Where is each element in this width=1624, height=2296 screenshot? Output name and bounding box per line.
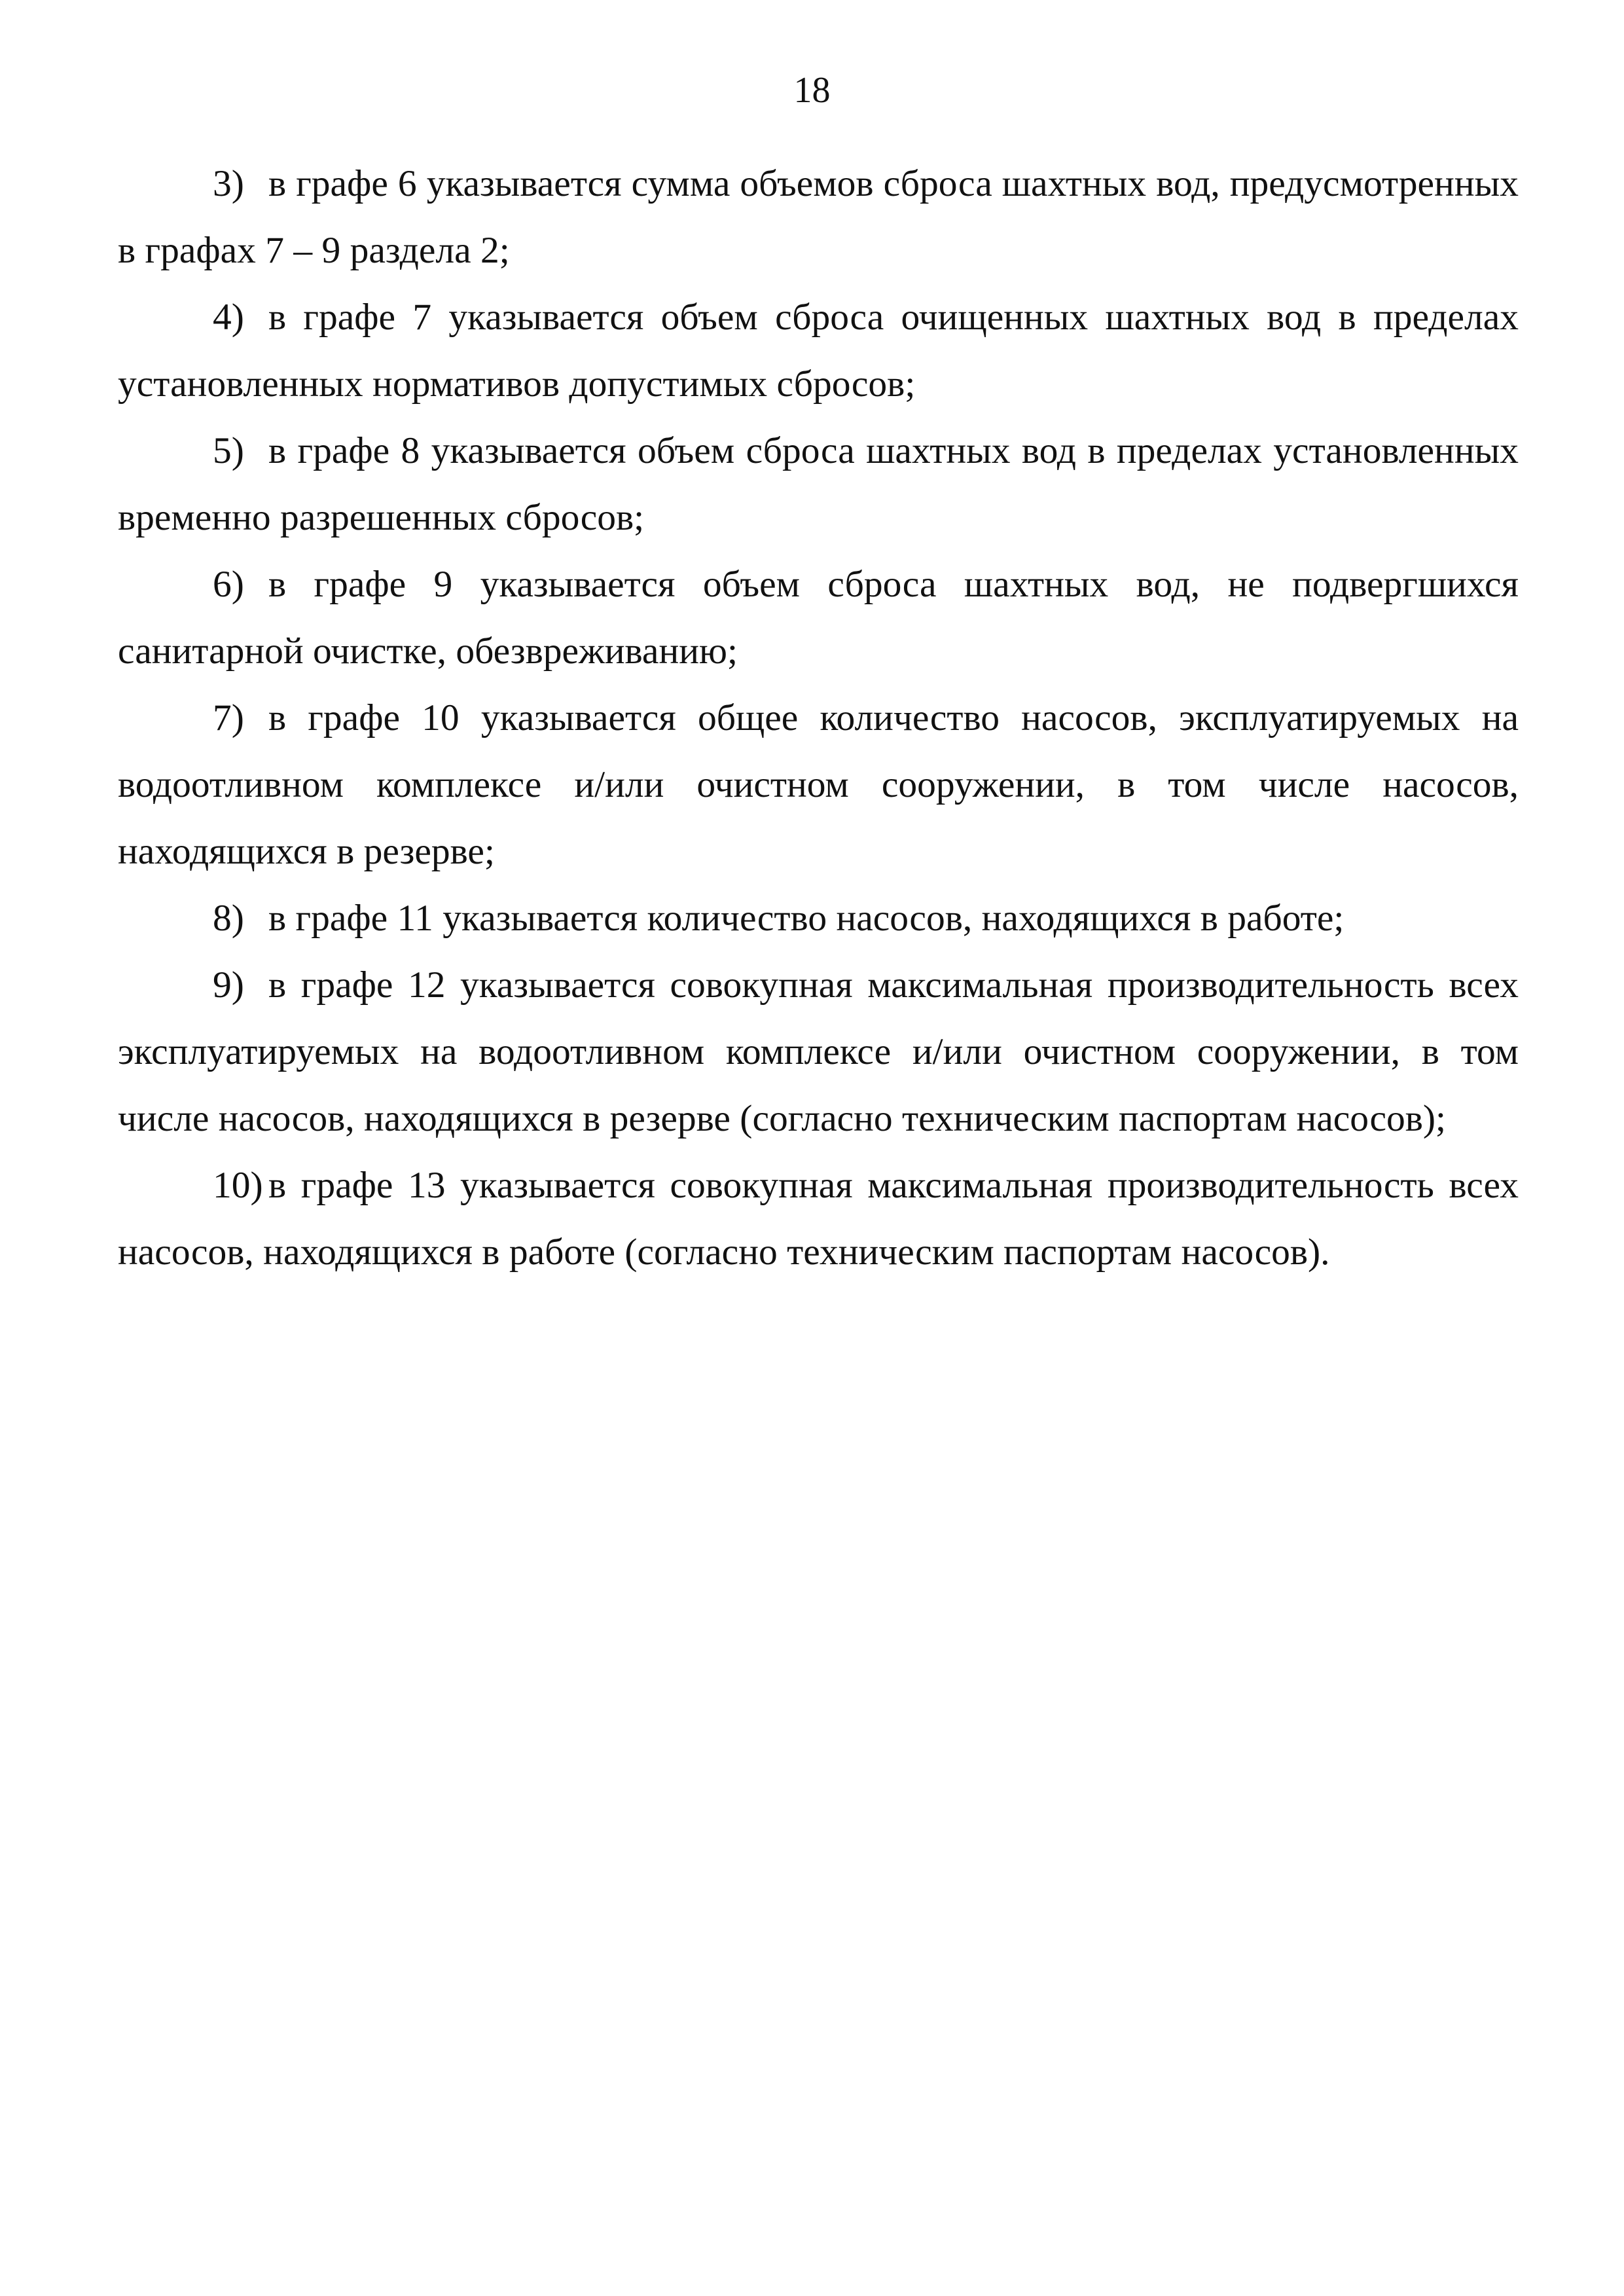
list-item-9 <box>118 952 1519 1152</box>
page-number: 18 <box>793 70 831 111</box>
item-number: 5) <box>213 430 244 471</box>
list-item-10 <box>118 1152 1519 1286</box>
list-item-6 <box>118 551 1519 685</box>
item-text: в графе 13 указывается совокупная максимальная производительность всех насосов, находящихся в работе (согласно техническим паспортам насосов). <box>118 1165 1519 1273</box>
item-text: в графе 10 указывается общее количество насосов, эксплуатируемых на водоотливном комплексе и/или очистном сооружении, в том числе насосов, находящихся в резерве; <box>118 697 1519 872</box>
item-text: в графе 7 указывается объем сброса очищенных шахтных вод в пределах установленных нормативов допустимых сбросов; <box>118 297 1519 405</box>
list-item-7 <box>118 685 1519 885</box>
item-text: в графе 6 указывается сумма объемов сброса шахтных вод, предусмотренных в графах 7 – 9 раздела 2; <box>118 163 1519 271</box>
item-text: в графе 9 указывается объем сброса шахтных вод, не подвергшихся санитарной очистке, обезвреживанию; <box>118 564 1519 672</box>
item-number: 9) <box>213 964 244 1006</box>
item-number: 7) <box>213 697 244 738</box>
document-body <box>118 151 1519 1286</box>
item-text: в графе 11 указывается количество насосов, находящихся в работе; <box>268 898 1344 939</box>
list-item-8 <box>118 885 1519 952</box>
item-number: 6) <box>213 564 244 605</box>
item-number: 10) <box>213 1165 263 1206</box>
item-number: 8) <box>213 898 244 939</box>
list-item-3 <box>118 151 1519 284</box>
item-text: в графе 12 указывается совокупная максимальная производительность всех эксплуатируемых на водоотливном комплексе и/или очистном сооружении, в том числе насосов, находящихся в резерве (согласно техническим паспортам насосов); <box>118 964 1519 1139</box>
list-item-5 <box>118 418 1519 551</box>
list-item-4 <box>118 284 1519 418</box>
item-text: в графе 8 указывается объем сброса шахтных вод в пределах установленных временно разрешенных сбросов; <box>118 430 1519 538</box>
item-number: 4) <box>213 297 244 338</box>
item-number: 3) <box>213 163 244 204</box>
